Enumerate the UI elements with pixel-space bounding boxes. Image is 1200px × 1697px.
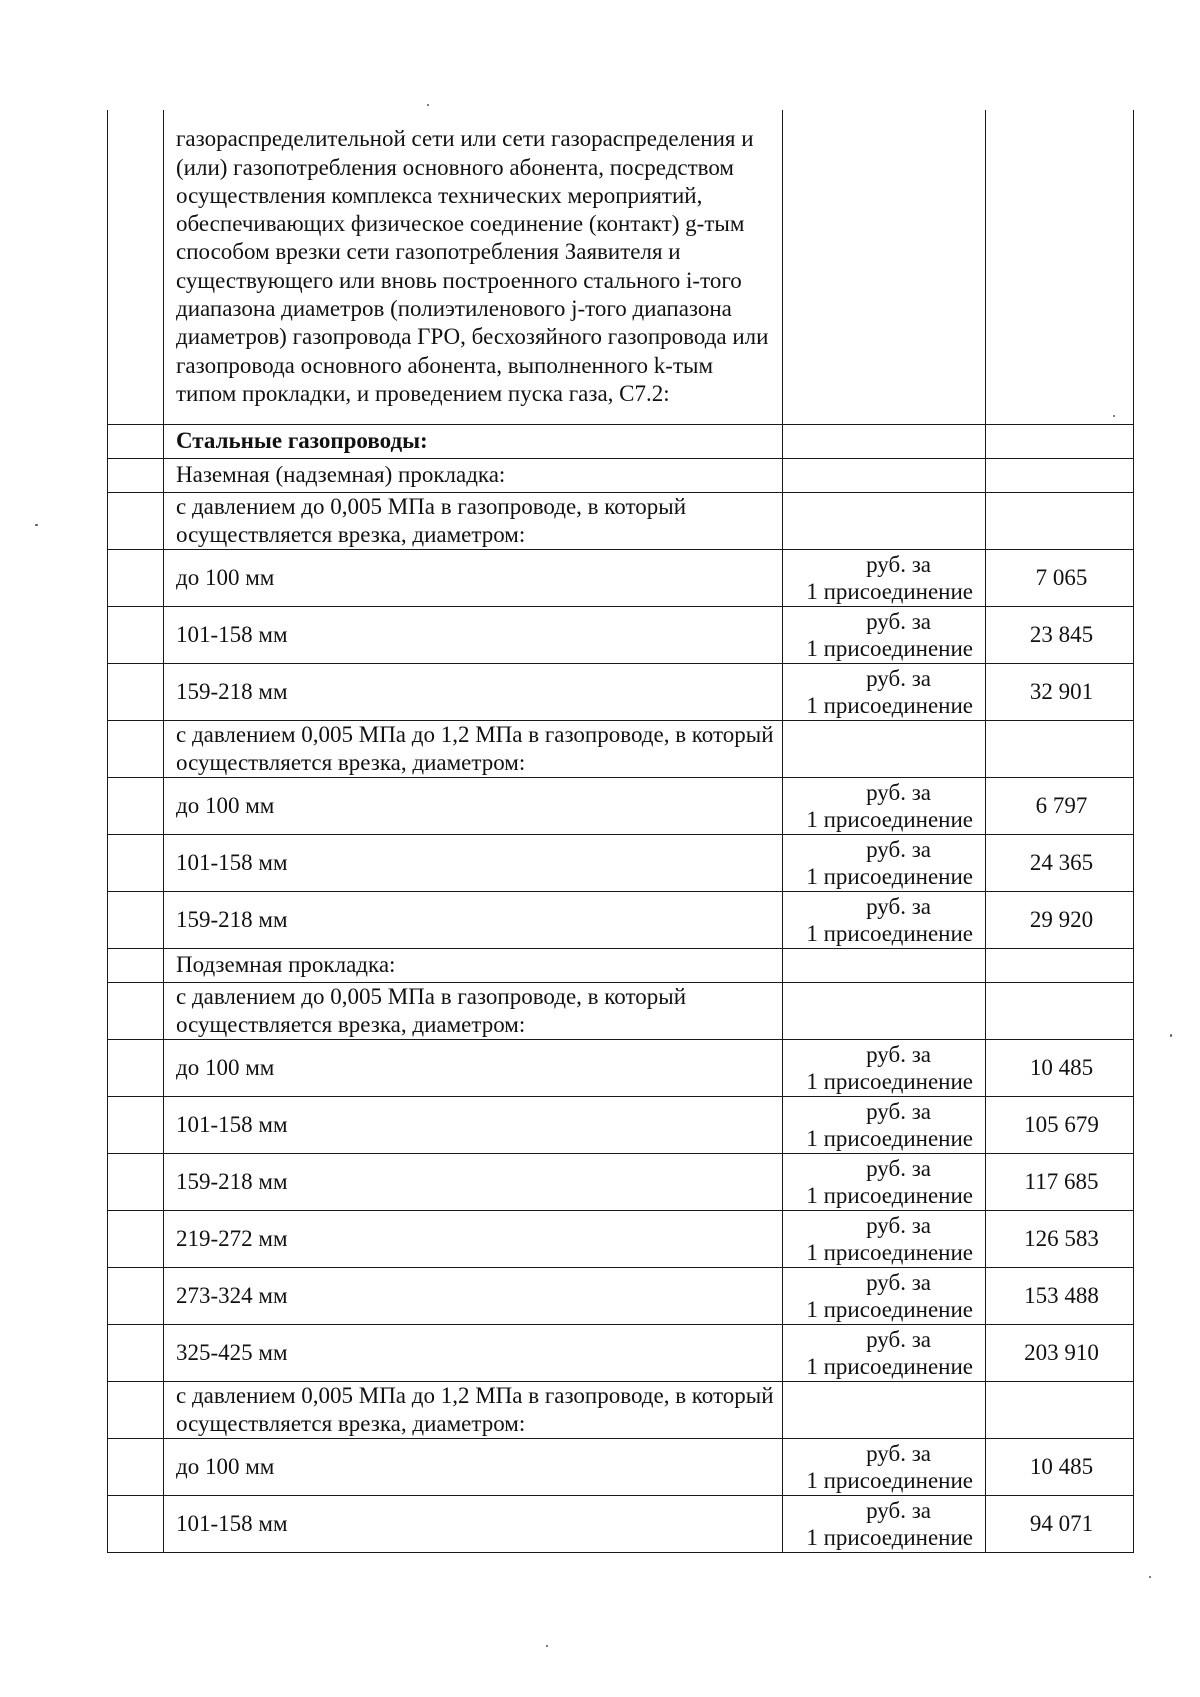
price-value: 7 065 xyxy=(986,549,1134,606)
unit-cell xyxy=(783,606,986,663)
index-cell xyxy=(108,492,164,549)
value-cell xyxy=(986,982,1134,1039)
unit-line-2: 1 присоединение xyxy=(806,1068,973,1094)
unit-cell xyxy=(783,1381,986,1438)
price-row xyxy=(108,663,1134,720)
scan-speck xyxy=(1113,415,1115,417)
diameter-label: 101-158 мм xyxy=(164,834,783,891)
scan-speck xyxy=(427,104,429,106)
unit-cell xyxy=(783,549,986,606)
unit-cell xyxy=(783,424,986,458)
unit-line-1: руб. за xyxy=(866,1212,931,1238)
unit-line-2: 1 присоединение xyxy=(806,1353,973,1379)
row-label: с давлением до 0,005 МПа в газопроводе, в который осуществляется врезка, диаметром: xyxy=(164,982,783,1039)
diameter-label: до 100 мм xyxy=(164,1039,783,1096)
diameter-label: до 100 мм xyxy=(164,1438,783,1495)
unit-line-2: 1 присоединение xyxy=(806,920,973,946)
unit-line-2: 1 присоединение xyxy=(806,1296,973,1322)
price-row xyxy=(108,1039,1134,1096)
diameter-label: до 100 мм xyxy=(164,777,783,834)
unit-line-1: руб. за xyxy=(866,1440,931,1466)
index-cell xyxy=(108,606,164,663)
intro-description: газораспределительной сети или сети газораспределения и (или) газопотребления основного абонента, посредством осуществления комплекса технических мероприятий, обеспечивающих физическое соединение (контакт) g-тым способом врезки сети газопотребления Заявителя и существующего или вновь построенного стального i-того диапазона диаметров (полиэтиленового j-того диапазона диаметров) газопровода ГРО, бесхозяйного газопровода или газопровода основного абонента, выполненного k-тым типом прокладки, и проведением пуска газа, С7.2: xyxy=(164,110,783,424)
unit-cell xyxy=(783,492,986,549)
unit-cell xyxy=(783,720,986,777)
pressure-row xyxy=(108,720,1134,777)
scan-speck xyxy=(1170,1034,1172,1037)
row-label: Подземная прокладка: xyxy=(164,948,783,982)
price-value: 6 797 xyxy=(986,777,1134,834)
price-value: 105 679 xyxy=(986,1096,1134,1153)
price-row xyxy=(108,1324,1134,1381)
unit-cell xyxy=(783,1324,986,1381)
index-cell xyxy=(108,1495,164,1552)
price-row xyxy=(108,1438,1134,1495)
intro-row xyxy=(108,110,1134,424)
unit-line-2: 1 присоединение xyxy=(806,1524,973,1550)
row-label: Стальные газопроводы: xyxy=(164,424,783,458)
scan-speck xyxy=(1149,1576,1151,1578)
unit-cell xyxy=(783,1438,986,1495)
price-row xyxy=(108,1210,1134,1267)
diameter-label: 159-218 мм xyxy=(164,1153,783,1210)
price-value: 153 488 xyxy=(986,1267,1134,1324)
price-row xyxy=(108,891,1134,948)
unit-line-2: 1 присоединение xyxy=(806,1467,973,1493)
unit-line-2: 1 присоединение xyxy=(806,635,973,661)
value-cell xyxy=(986,948,1134,982)
tariff-table xyxy=(107,110,1134,1553)
unit-cell xyxy=(783,458,986,492)
index-cell xyxy=(108,1438,164,1495)
index-cell xyxy=(108,549,164,606)
price-value: 94 071 xyxy=(986,1495,1134,1552)
price-value: 117 685 xyxy=(986,1153,1134,1210)
price-value: 126 583 xyxy=(986,1210,1134,1267)
unit-cell xyxy=(783,982,986,1039)
value-cell xyxy=(986,110,1134,424)
price-value: 32 901 xyxy=(986,663,1134,720)
unit-cell xyxy=(783,948,986,982)
pressure-row xyxy=(108,982,1134,1039)
unit-line-1: руб. за xyxy=(866,1041,931,1067)
unit-line-1: руб. за xyxy=(866,1326,931,1352)
diameter-label: 159-218 мм xyxy=(164,663,783,720)
unit-cell xyxy=(783,777,986,834)
price-row xyxy=(108,1495,1134,1552)
value-cell xyxy=(986,492,1134,549)
index-cell xyxy=(108,1153,164,1210)
unit-line-1: руб. за xyxy=(866,893,931,919)
subsection-row xyxy=(108,948,1134,982)
index-cell xyxy=(108,458,164,492)
diameter-label: до 100 мм xyxy=(164,549,783,606)
price-row xyxy=(108,834,1134,891)
diameter-label: 325-425 мм xyxy=(164,1324,783,1381)
unit-cell xyxy=(783,110,986,424)
index-cell xyxy=(108,1381,164,1438)
price-value: 24 365 xyxy=(986,834,1134,891)
index-cell xyxy=(108,891,164,948)
price-value: 10 485 xyxy=(986,1039,1134,1096)
unit-line-1: руб. за xyxy=(866,1497,931,1523)
unit-cell xyxy=(783,834,986,891)
diameter-label: 273-324 мм xyxy=(164,1267,783,1324)
value-cell xyxy=(986,424,1134,458)
diameter-label: 159-218 мм xyxy=(164,891,783,948)
value-cell xyxy=(986,458,1134,492)
pressure-row xyxy=(108,492,1134,549)
row-label: с давлением до 0,005 МПа в газопроводе, в который осуществляется врезка, диаметром: xyxy=(164,492,783,549)
scan-speck xyxy=(35,524,38,526)
unit-line-1: руб. за xyxy=(866,836,931,862)
unit-cell xyxy=(783,1096,986,1153)
unit-line-2: 1 присоединение xyxy=(806,863,973,889)
unit-line-2: 1 присоединение xyxy=(806,1125,973,1151)
unit-cell xyxy=(783,1039,986,1096)
index-cell xyxy=(108,663,164,720)
unit-line-1: руб. за xyxy=(866,1269,931,1295)
diameter-label: 101-158 мм xyxy=(164,1096,783,1153)
unit-cell xyxy=(783,891,986,948)
index-cell xyxy=(108,110,164,424)
index-cell xyxy=(108,720,164,777)
unit-line-1: руб. за xyxy=(866,779,931,805)
unit-cell xyxy=(783,1267,986,1324)
diameter-label: 101-158 мм xyxy=(164,1495,783,1552)
unit-line-1: руб. за xyxy=(866,551,931,577)
diameter-label: 101-158 мм xyxy=(164,606,783,663)
unit-line-1: руб. за xyxy=(866,608,931,634)
unit-line-2: 1 присоединение xyxy=(806,806,973,832)
price-row xyxy=(108,777,1134,834)
pressure-row xyxy=(108,1381,1134,1438)
index-cell xyxy=(108,1039,164,1096)
index-cell xyxy=(108,777,164,834)
unit-cell xyxy=(783,1495,986,1552)
unit-line-2: 1 присоединение xyxy=(806,578,973,604)
scan-speck xyxy=(546,1645,548,1647)
index-cell xyxy=(108,834,164,891)
value-cell xyxy=(986,1381,1134,1438)
index-cell xyxy=(108,982,164,1039)
price-value: 10 485 xyxy=(986,1438,1134,1495)
unit-line-2: 1 присоединение xyxy=(806,1182,973,1208)
index-cell xyxy=(108,1267,164,1324)
subsection-row xyxy=(108,458,1134,492)
index-cell xyxy=(108,948,164,982)
unit-line-1: руб. за xyxy=(866,1098,931,1124)
unit-line-1: руб. за xyxy=(866,1155,931,1181)
unit-line-1: руб. за xyxy=(866,665,931,691)
unit-cell xyxy=(783,1210,986,1267)
index-cell xyxy=(108,1324,164,1381)
unit-cell xyxy=(783,1153,986,1210)
row-label: с давлением 0,005 МПа до 1,2 МПа в газопроводе, в который осуществляется врезка, диаметром: xyxy=(164,720,783,777)
index-cell xyxy=(108,1096,164,1153)
row-label: Наземная (надземная) прокладка: xyxy=(164,458,783,492)
unit-line-2: 1 присоединение xyxy=(806,692,973,718)
price-row xyxy=(108,1267,1134,1324)
price-row xyxy=(108,549,1134,606)
unit-cell xyxy=(783,663,986,720)
price-row xyxy=(108,1096,1134,1153)
diameter-label: 219-272 мм xyxy=(164,1210,783,1267)
price-row xyxy=(108,606,1134,663)
index-cell xyxy=(108,1210,164,1267)
unit-line-2: 1 присоединение xyxy=(806,1239,973,1265)
price-row xyxy=(108,1153,1134,1210)
value-cell xyxy=(986,720,1134,777)
index-cell xyxy=(108,424,164,458)
price-value: 23 845 xyxy=(986,606,1134,663)
price-value: 203 910 xyxy=(986,1324,1134,1381)
section-header-row xyxy=(108,424,1134,458)
row-label: с давлением 0,005 МПа до 1,2 МПа в газопроводе, в который осуществляется врезка, диаметром: xyxy=(164,1381,783,1438)
price-value: 29 920 xyxy=(986,891,1134,948)
